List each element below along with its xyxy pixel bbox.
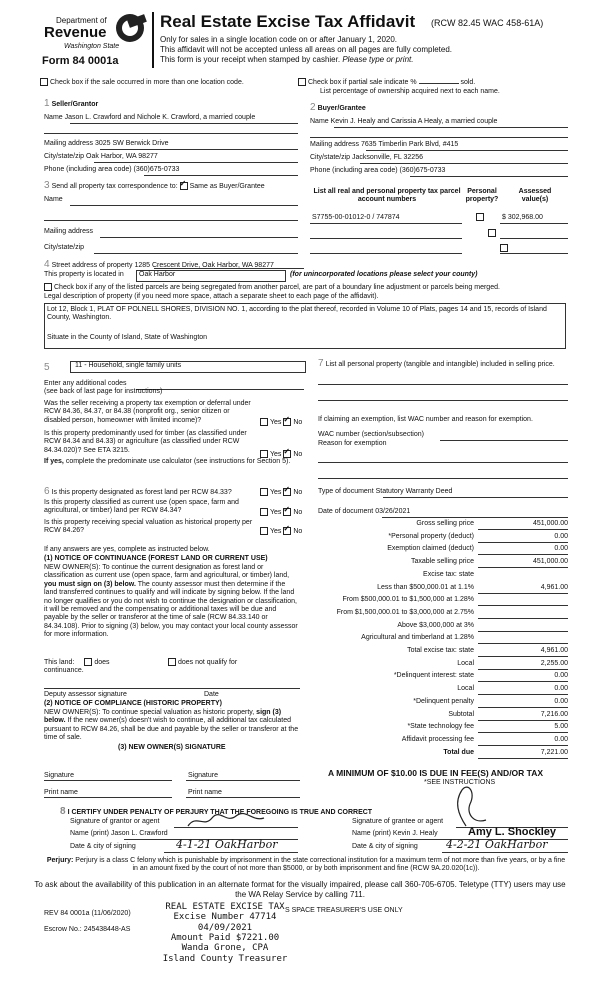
tax-row-label: From $500,000.01 to $1,500,000 at 1.28%: [342, 596, 474, 603]
tax-row-value: 0.00: [554, 736, 568, 743]
personal-col-header: Personal property?: [465, 188, 499, 204]
tax-row-label: Agricultural and timberland at 1.28%: [361, 634, 474, 641]
parcel-number: S7755-00-01012-0 / 747874: [312, 214, 400, 221]
doc-date-row: Date of document 03/26/2021: [318, 508, 411, 515]
tax-row-value: 0.00: [554, 672, 568, 679]
exemption-reason-label: Reason for exemption: [318, 440, 387, 447]
parcel-col-header: List all real and personal property tax parcel account numbers: [313, 188, 461, 204]
seller-name: Jason L. Crawford and Nichole K. Crawford, a married couple: [64, 114, 256, 121]
assessed-col-header: Assessed value(s): [518, 188, 552, 204]
doc-type: Statutory Warranty Deed: [375, 488, 453, 495]
legal-situate-text: Situate in the County of Island, State of Washington: [47, 334, 208, 341]
tax-row-label: Less than $500,000.01 at 1.1%: [377, 584, 474, 591]
seller-mail-row: Mailing address 3025 SW Berwick Drive: [44, 140, 169, 147]
located-note: (for unincorporated locations please select your county): [290, 271, 478, 278]
grantee-date-label: Date & city of signing: [352, 843, 418, 850]
tax-row-value: 7,221.00: [540, 749, 568, 756]
tax-row-label: Taxable selling price: [410, 558, 474, 565]
grantor-signature: [186, 812, 266, 830]
multi-location-check[interactable]: Check box if the sale occurred in more than one location code.: [40, 78, 244, 87]
legal-description-label: Legal description of property (if you need more space, attach a separate sheet to each page of the affidavit).: [44, 293, 379, 300]
grantee-date: 4-2-21 OakHarbor: [446, 838, 548, 851]
buyer-phone: (360)675-0733: [399, 167, 446, 174]
s6-question-2: Is this property classified as current use (open space, farm and agricultural, or timber) land per RCW 84.34?: [44, 499, 239, 515]
seller-city: Oak Harbor, WA 98277: [86, 153, 158, 160]
tax-row-value: 2,255.00: [540, 660, 568, 667]
s5-q2-yes-checkbox[interactable]: [260, 450, 268, 458]
tax-row-line: [478, 542, 568, 543]
seller-city-row: City/state/zip Oak Harbor, WA 98277: [44, 153, 158, 160]
s6-q3-yes-checkbox[interactable]: [260, 527, 268, 535]
s6-q3-answer: Yes ✓ No: [260, 527, 302, 536]
tax-row-value: 4,961.00: [540, 584, 568, 591]
legal-description-box[interactable]: [44, 303, 566, 349]
new-owner-print-label-2: Print name: [188, 789, 222, 796]
partial-sale-check[interactable]: Check box if partial sale indicate % sold.: [298, 78, 475, 87]
street-row: 4 Street address of property 1285 Crescent Drive, Oak Harbor, WA 98277: [44, 259, 274, 270]
s5-q2-no-checkbox[interactable]: [283, 450, 291, 458]
tax-row-label: From $1,500,000.01 to $3,000,000 at 2.75%: [336, 609, 474, 616]
see-instructions: *SEE INSTRUCTIONS: [424, 779, 496, 786]
buyer-mail: 7635 Timberlin Park Blvd, #415: [360, 141, 459, 148]
seller-name-row: Name Jason L. Crawford and Nichole K. Crawford, a married couple: [44, 114, 256, 121]
s6-q1-answer: Yes ✓ No: [260, 488, 302, 497]
s6-question-3: Is this property receiving special valuation as historical property per RCW 84.26?: [44, 519, 253, 535]
notice2-text: NEW OWNER(S): To continue special valuation as historic property, sign (3) below. If the new owner(s) doesn't wish to continue, all additional tax calculated pursuant to RCW 84.26, shall be due and payable by the seller or transferor at the time of sale.: [44, 709, 299, 742]
s5-q2-answer: Yes ✓ No: [260, 450, 302, 459]
tax-row-line: [478, 694, 568, 695]
tax-row-value: 0.00: [554, 533, 568, 540]
street-address: 1285 Crescent Drive, Oak Harbor, WA 98277: [134, 262, 274, 269]
deputy-signature-label: Deputy assessor signature: [44, 691, 127, 698]
treasurer-use-label: S SPACE TREASURER'S USE ONLY: [285, 907, 403, 914]
treasurer-stamp: REAL ESTATE EXCISE TAX Excise Number 47714 04/09/2021 Amount Paid $7221.00 Wanda Grone, CPA Island County Treasurer: [162, 902, 288, 964]
personal-property-checkbox-2[interactable]: [488, 229, 496, 237]
tax-row-value: 5.00: [554, 723, 568, 730]
tax-row-label: *Delinquent interest: state: [393, 672, 474, 679]
section5-num: 5: [44, 362, 50, 373]
form-number: Form 84 0001a: [42, 55, 119, 67]
new-owner-signature-label-1: Signature: [44, 772, 74, 779]
located-label: This property is located in: [44, 271, 124, 278]
correspondence-city-label: City/state/zip: [44, 244, 85, 251]
grantor-name-row: Name (print) Jason L. Crawford: [70, 830, 168, 837]
tax-row-line: [478, 707, 568, 708]
legal-description-text: Lot 12, Block 1, PLAT OF POLNELL SHORES, DIVISION NO. 1, according to the plat thereof, recorded in Volume 10 of Plats, pages 14 and 15, records of Island County, Washington.: [47, 306, 547, 322]
correspondence-mail-label: Mailing address: [44, 228, 94, 235]
tax-row-label: Gross selling price: [416, 520, 474, 527]
correspondence-name-label: Name: [44, 196, 63, 203]
tax-row-line: [478, 593, 568, 594]
page-title: Real Estate Excise Tax Affidavit: [160, 12, 416, 31]
buyer-city: Jacksonville, FL 32256: [352, 154, 423, 161]
this-land-row: This land: does: [44, 658, 110, 666]
escrow-number: 245438448-AS: [83, 926, 131, 933]
tax-row-value: 451,000.00: [532, 558, 568, 565]
tax-row-label: *Delinquent penalty: [413, 698, 474, 705]
buyer-mail-row: Mailing address 7635 Timberlin Park Blvd, #415: [310, 141, 459, 148]
header-note-1: Only for sales in a single location code on or after January 1, 2020.: [160, 35, 398, 44]
assessed-value: $ 302,968.00: [502, 214, 543, 221]
s6-q2-no-checkbox[interactable]: [283, 508, 291, 516]
notice2-heading: (2) NOTICE OF COMPLIANCE (HISTORIC PROPERTY): [44, 700, 222, 707]
grantor-date: 4-1-21 OakHarbor: [176, 838, 278, 851]
seller-mail: 3025 SW Berwick Drive: [94, 140, 169, 147]
tax-row-line: [478, 720, 568, 721]
rcw-reference: (RCW 82.45 WAC 458-61A): [431, 18, 544, 28]
tax-row-line: [478, 618, 568, 619]
tax-row-label: Exemption claimed (deduct): [387, 545, 474, 552]
buyer-name-row: Name Kevin J. Healy and Carissia A Healy, a married couple: [310, 118, 498, 125]
accessibility-notice: To ask about the availability of this publication in an alternate format for the visually impaired, please call 360-705-6705. Teletype (TTY) users may use the WA Relay Service by calling 711.: [34, 880, 566, 899]
tax-row-line: [478, 554, 568, 555]
exemption-claim-label: If claiming an exemption, list WAC number and reason for exemption.: [318, 416, 533, 423]
grantee-name-row: Name (print) Kevin J. Healy: [352, 830, 438, 837]
s5-q1-answer: Yes ✓ No: [260, 418, 302, 427]
tax-row-label: *State technology fee: [407, 723, 474, 730]
buyer-name: Kevin J. Healy and Carissia A Healy, a married couple: [330, 118, 498, 125]
s6-q2-answer: Yes ✓ No: [260, 508, 302, 517]
wac-number-label: WAC number (section/subsection): [318, 431, 424, 438]
use-code-select[interactable]: 11 - Household, single family units: [70, 361, 306, 373]
tax-row-label: Above $3,000,000 at 3%: [397, 622, 474, 629]
tax-row-line: [478, 567, 568, 568]
tax-row-line: [478, 631, 568, 632]
grantor-name: Jason L. Crawford: [110, 830, 168, 837]
s5-q1-no-checkbox[interactable]: [283, 418, 291, 426]
dor-logo-icon: [116, 14, 144, 42]
tax-row-label: Local: [457, 660, 474, 667]
header-divider: [152, 12, 154, 68]
tax-row-label: Subtotal: [448, 711, 474, 718]
segregated-check[interactable]: Check box if any of the listed parcels are being segregated from another parcel, are part of a boundary line adjustment or parcels being merged.: [44, 283, 500, 292]
seller-phone-row: Phone (including area code) (360)675-0733: [44, 166, 180, 173]
s6-q2-yes-checkbox[interactable]: [260, 508, 268, 516]
personal-property-checkbox-1[interactable]: [476, 213, 484, 221]
s6-q1-no-checkbox[interactable]: [283, 488, 291, 496]
tax-row-label: *Personal property (deduct): [388, 533, 474, 540]
tax-row-value: 0.00: [554, 685, 568, 692]
segregated-checkbox[interactable]: [44, 283, 52, 291]
dept-name: Revenue: [44, 24, 107, 41]
tax-row-line: [478, 669, 568, 670]
tax-row-line: [478, 681, 568, 682]
seller-heading: 1 Seller/Grantor: [44, 98, 99, 109]
multi-location-checkbox[interactable]: [40, 78, 48, 86]
s6-question-1: 6 Is this property designated as forest land per RCW 84.33?: [44, 486, 232, 497]
land-does-checkbox[interactable]: [84, 658, 92, 666]
new-owner-signature-label-2: Signature: [188, 772, 218, 779]
s5-q1-yes-checkbox[interactable]: [260, 418, 268, 426]
tax-row-label: Affidavit processing fee: [401, 736, 474, 743]
tax-row-label: Total due: [443, 749, 474, 756]
doc-date: 03/26/2021: [375, 508, 411, 515]
tax-row-value: 0.00: [554, 698, 568, 705]
escrow-row: Escrow No.: 245438448-AS: [44, 926, 131, 933]
dept-label: Department of: [56, 16, 107, 25]
tax-row-line: [478, 745, 568, 746]
tax-row-line: [478, 605, 568, 606]
tax-row-line: [478, 732, 568, 733]
tax-row-value: 451,000.00: [532, 520, 568, 527]
notice1-text: NEW OWNER(S): To continue the current designation as forest land or classification as current use (open space, farm and agricultural, or timber) land, you must sign on (3) below. The county assessor must then determine if the land transferred continues to qualify and will indicate by signing below. If the land no longer qualifies or you do not wish to continue the designation or classification, it will be removed and the compensating or additional taxes will be due and payable by the seller or transferor at the time of sale (RCW 84.33.140 or 84.34.108). Prior to signing (3) below, you may contact your local county assessor for more information.: [44, 564, 298, 639]
s5-question-3: If yes, complete the predominate use calculator (see instructions for Section 5).: [44, 458, 291, 465]
agent-name: Amy L. Shockley: [468, 826, 557, 838]
correspondence-row: 3 Send all property tax correspondence to: ✓ Same as Buyer/Grantee: [44, 180, 265, 192]
grantee-signature-label: Signature of grantee or agent: [352, 818, 444, 825]
form-revision: REV 84 0001a (11/06/2020): [44, 910, 131, 917]
additional-codes-note: (see back of last page for instructions): [44, 388, 163, 395]
personal-property-label: 7 List all personal property (tangible and intangible) included in selling price.: [318, 358, 555, 369]
tax-row-line: [478, 529, 568, 530]
seller-phone: (360)675-0733: [133, 166, 180, 173]
buyer-city-row: City/state/zip Jacksonville, FL 32256: [310, 154, 423, 161]
notice3-heading: (3) NEW OWNER(S) SIGNATURE: [118, 744, 226, 751]
grantor-signature-label: Signature of grantor or agent: [70, 818, 160, 825]
header-note-2: This affidavit will not be accepted unless all areas on all pages are fully completed.: [160, 45, 453, 54]
grantee-signature: [440, 784, 490, 828]
personal-property-checkbox-3[interactable]: [500, 244, 508, 252]
additional-codes-label: Enter any additional codes: [44, 380, 127, 387]
doc-type-row: Type of document Statutory Warranty Deed: [318, 488, 453, 495]
header-note-3: This form is your receipt when stamped by cashier. Please type or print.: [160, 55, 414, 64]
partial-sale-checkbox[interactable]: [298, 78, 306, 86]
tax-row-line: [478, 643, 568, 644]
tax-row-label: Local: [457, 685, 474, 692]
tax-row-label: Excise tax: state: [423, 571, 474, 578]
s6-q3-no-checkbox[interactable]: [283, 527, 291, 535]
buyer-heading: 2 Buyer/Grantee: [310, 102, 366, 113]
continuance-label: continuance.: [44, 667, 84, 674]
s6-q1-yes-checkbox[interactable]: [260, 488, 268, 496]
location-select[interactable]: Oak Harbor: [136, 270, 286, 282]
certify-heading: 8 I CERTIFY UNDER PENALTY OF PERJURY THAT THE FOREGOING IS TRUE AND CORRECT: [60, 806, 373, 817]
dept-state: Washington State: [64, 43, 120, 50]
s6-any-yes: If any answers are yes, complete as instructed below.: [44, 546, 210, 553]
tax-row-label: Total excise tax: state: [407, 647, 474, 654]
tax-row-value: 0.00: [554, 545, 568, 552]
land-does-not-checkbox[interactable]: [168, 658, 176, 666]
minimum-due: A MINIMUM OF $10.00 IS DUE IN FEE(S) AND/OR TAX: [328, 768, 544, 778]
s5-question-2: Is this property predominantly used for timber (as classified under RCW 84.34 and 84.33) or agriculture (as classified under RCW 84.34.020)? See ETA 3215.: [44, 430, 247, 454]
perjury-notice: Perjury: Perjury is a class C felony which is punishable by imprisonment in the state correctional institution for a maximum term of not more than five years, or by a fine in an amount fixed by the court of not more than $5000, or by both imprisonment and fine (RCW 9A.20.020(1c)).: [46, 857, 566, 873]
land-does-not-row: does not qualify for: [168, 658, 237, 667]
tax-row-line: [478, 656, 568, 657]
grantee-name: Kevin J. Healy: [392, 830, 438, 837]
notice1-heading: (1) NOTICE OF CONTINUANCE (FOREST LAND OR CURRENT USE): [44, 555, 268, 562]
tax-row-value: 7,216.00: [540, 711, 568, 718]
grantor-date-label: Date & city of signing: [70, 843, 136, 850]
new-owner-print-label-1: Print name: [44, 789, 78, 796]
tax-row-value: 4,961.00: [540, 647, 568, 654]
same-as-buyer-checkbox[interactable]: [180, 182, 188, 190]
s5-question-1: Was the seller receiving a property tax exemption or deferral under RCW 84.36, 84.37, or 84.38 (nonprofit org., senior citizen or disabled person, homeowner with limited income)?: [44, 400, 251, 424]
deputy-date-label: Date: [204, 691, 219, 698]
buyer-phone-row: Phone (including area code) (360)675-0733: [310, 167, 446, 174]
partial-sale-note: List percentage of ownership acquired next to each name.: [320, 88, 500, 95]
tax-row-line: [478, 758, 568, 759]
